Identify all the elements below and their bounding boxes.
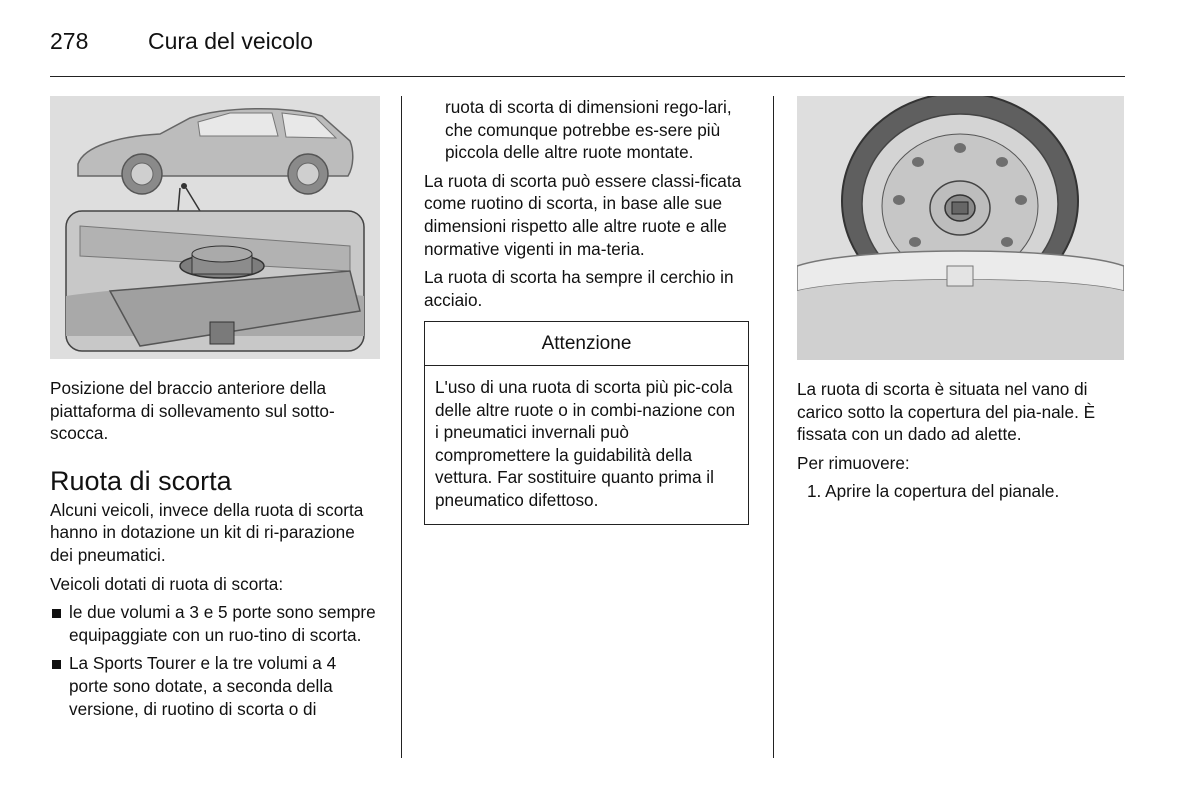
classification-paragraph: La ruota di scorta può essere classi-ficata come ruotino di scorta, in base alle sue dimensioni rispetto alle altre ruote e alle normative vigenti in ma-teria.	[424, 170, 742, 259]
steps-list	[797, 480, 1127, 503]
step-item: 1. Aprire la copertura del pianale.	[807, 481, 1060, 502]
steel-rim-paragraph: La ruota di scorta ha sempre il cerchio in acciaio.	[424, 267, 734, 310]
bullet-list	[50, 601, 380, 720]
attention-title: Attenzione	[425, 322, 748, 366]
list-item	[50, 601, 380, 646]
continuation-paragraph: ruota di scorta di dimensioni rego-lari, che comunque potrebbe es-sere più piccola delle altre ruote montate.	[445, 97, 732, 163]
column-2	[424, 96, 754, 525]
square-bullet-icon	[52, 660, 61, 669]
figure-caption: Posizione del braccio anteriore della piattaforma di sollevamento sul sotto-scocca.	[50, 378, 335, 444]
intro-paragraph: Alcuni veicoli, invece della ruota di scorta hanno in dotazione un kit di ri-parazione dei pneumatici.	[50, 499, 364, 565]
attention-body: L'uso di una ruota di scorta più pic-cola delle altre ruote o in combi-nazione con i pneumatici invernali può compromettere la guidabilità della vettura. Far sostituire quanto prima il pneumatico difettoso.	[435, 376, 736, 510]
list-intro: Veicoli dotati di ruota di scorta:	[50, 573, 284, 594]
location-paragraph: La ruota di scorta è situata nel vano di carico sotto la copertura del pia-nale. È fissata con un dado ad alette.	[797, 379, 1096, 445]
column-divider-left	[401, 96, 402, 758]
list-item-text: le due volumi a 3 e 5 porte sono sempre equipaggiate con un ruo-tino di scorta.	[69, 602, 376, 645]
lifting-platform-illustration	[50, 96, 380, 359]
page-header	[50, 22, 1125, 77]
list-item	[50, 652, 380, 720]
page-number: 278	[50, 28, 89, 54]
column-divider-right	[773, 96, 774, 758]
attention-box	[424, 321, 749, 524]
chapter-title: Cura del veicolo	[148, 28, 313, 54]
column-3	[797, 96, 1127, 509]
section-title: Ruota di scorta	[50, 465, 232, 496]
list-item-text: La Sports Tourer e la tre volumi a 4 porte sono dotate, a seconda della versione, di ruotino di scorta o di	[69, 653, 337, 719]
spare-wheel-illustration	[797, 96, 1124, 360]
square-bullet-icon	[52, 609, 61, 618]
remove-intro: Per rimuovere:	[797, 452, 910, 473]
column-1	[50, 96, 380, 726]
